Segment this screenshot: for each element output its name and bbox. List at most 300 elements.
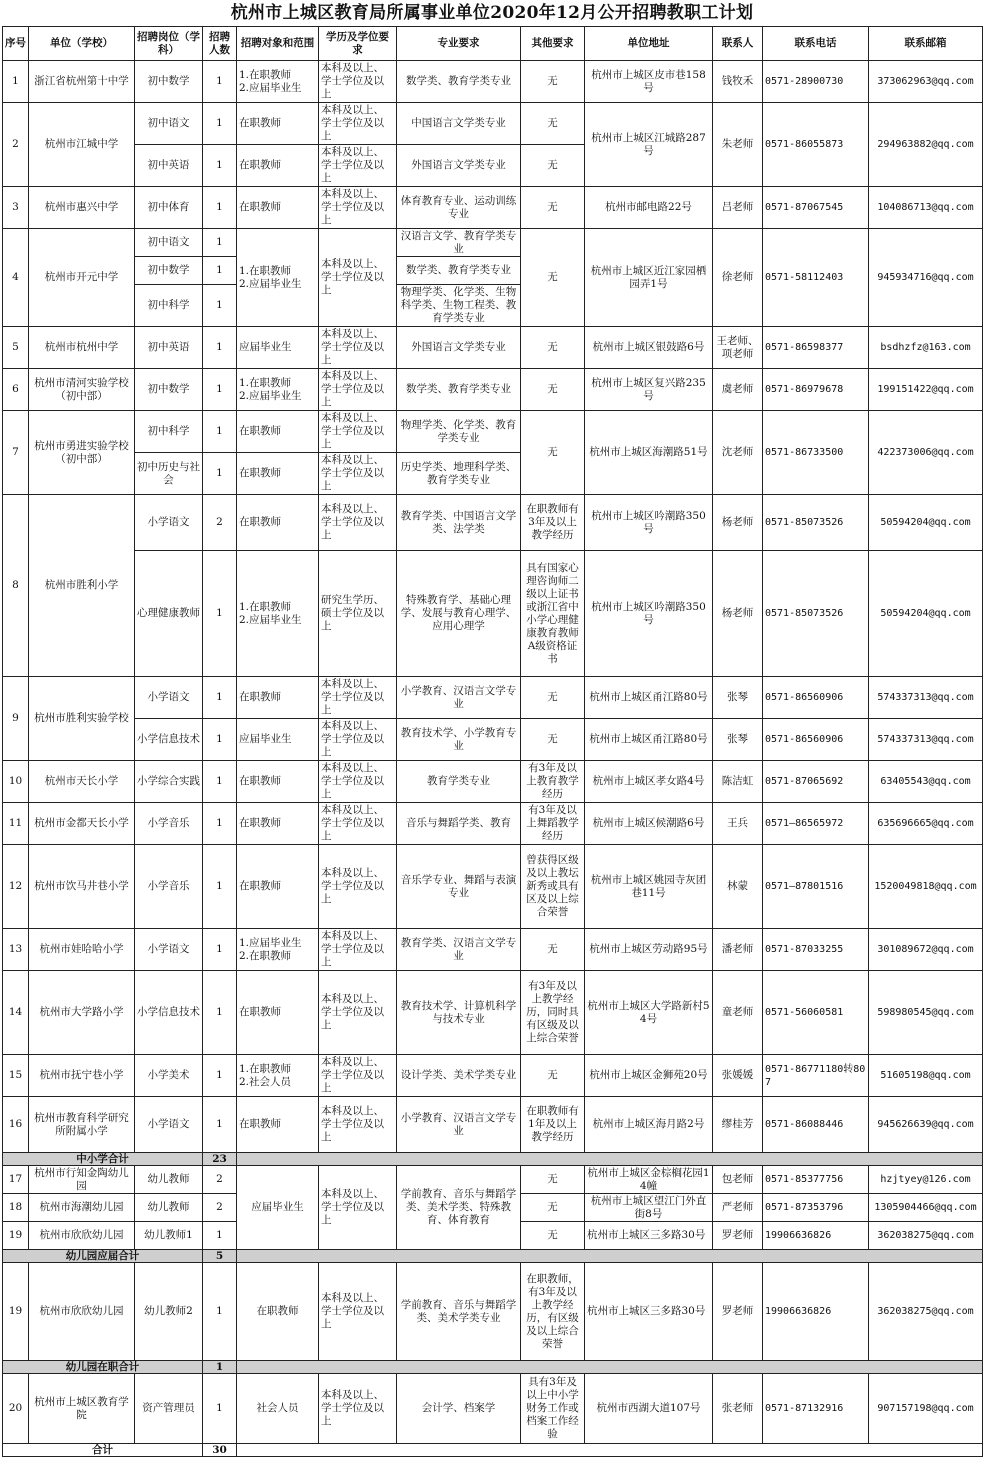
- table-row: [3, 61, 983, 103]
- cell-phone: 19906636826: [763, 1263, 869, 1361]
- cell-unit: 杭州市欣欣幼儿园: [29, 1263, 135, 1361]
- cell-post: 初中语文: [135, 103, 203, 145]
- cell-major: 教育技术学、小学教育专业: [397, 719, 521, 761]
- cell-contact: 严老师: [713, 1194, 763, 1222]
- cell-count: 1: [203, 1097, 237, 1153]
- cell-edu: 本科及以上、学士学位及以上: [319, 1263, 397, 1361]
- cell-no: 12: [3, 845, 29, 929]
- cell-edu: 本科及以上、学士学位及以上: [319, 229, 397, 327]
- cell-target: 在职教师: [237, 845, 319, 929]
- cell-address: 杭州市上城区劳动路95号: [585, 929, 713, 971]
- header-post: 招聘岗位（学科）: [135, 27, 203, 61]
- cell-edu: 本科及以上、学士学位及以上: [319, 411, 397, 453]
- cell-target: 应届毕业生: [237, 719, 319, 761]
- cell-count: 1: [203, 845, 237, 929]
- cell-target: 社会人员: [237, 1374, 319, 1444]
- cell-no: 7: [3, 411, 29, 495]
- cell-address: 杭州市上城区海潮路51号: [585, 411, 713, 495]
- cell-address: 杭州市上城区江城路287号: [585, 103, 713, 187]
- cell-post: 初中英语: [135, 145, 203, 187]
- cell-no: 15: [3, 1055, 29, 1097]
- cell-count: 1: [203, 453, 237, 495]
- cell-major: 学前教育、音乐与舞蹈学类、美术学类专业: [397, 1263, 521, 1361]
- cell-unit: 杭州市惠兴中学: [29, 187, 135, 229]
- cell-address: 杭州市上城区金棕榈花园14幢: [585, 1166, 713, 1194]
- cell-email: 945626639@qq.com: [869, 1097, 983, 1153]
- cell-no: 14: [3, 971, 29, 1055]
- table-row: [3, 369, 983, 411]
- cell-contact: 包老师: [713, 1166, 763, 1194]
- cell-unit: 杭州市海潮幼儿园: [29, 1194, 135, 1222]
- cell-email: 362038275@qq.com: [869, 1263, 983, 1361]
- cell-address: 杭州市上城区海月路2号: [585, 1097, 713, 1153]
- cell-post: 幼儿教师: [135, 1194, 203, 1222]
- cell-address: 杭州市上城区皮市巷158号: [585, 61, 713, 103]
- cell-address: 杭州市上城区姚园寺灰团巷11号: [585, 845, 713, 929]
- table-row: [3, 929, 983, 971]
- cell-contact: 王兵: [713, 803, 763, 845]
- cell-phone: 0571-86560906: [763, 719, 869, 761]
- cell-count: 1: [203, 61, 237, 103]
- cell-address: 杭州市上城区近江家园栖园弄1号: [585, 229, 713, 327]
- cell-other: 无: [521, 719, 585, 761]
- cell-post: 初中英语: [135, 327, 203, 369]
- cell-target: 在职教师: [237, 103, 319, 145]
- cell-contact: 朱老师: [713, 103, 763, 187]
- cell-phone: 0571-87353796: [763, 1194, 869, 1222]
- cell-email: 945934716@qq.com: [869, 229, 983, 327]
- subtotal-count: 1: [203, 1361, 237, 1374]
- header-major: 专业要求: [397, 27, 521, 61]
- cell-count: 1: [203, 1222, 237, 1250]
- cell-address: 杭州市上城区三多路30号: [585, 1263, 713, 1361]
- cell-other: 有3年及以上教育教学经历: [521, 761, 585, 803]
- cell-contact: 吕老师: [713, 187, 763, 229]
- cell-target: 在职教师: [237, 145, 319, 187]
- cell-count: 1: [203, 1263, 237, 1361]
- cell-major: 数学类、教育学类专业: [397, 61, 521, 103]
- cell-phone: 0571—87801516: [763, 845, 869, 929]
- cell-edu: 本科及以上、学士学位及以上: [319, 761, 397, 803]
- cell-target: 在职教师: [237, 677, 319, 719]
- cell-major: 音乐学专业、舞蹈与表演专业: [397, 845, 521, 929]
- cell-address: 杭州市上城区大学路新村54号: [585, 971, 713, 1055]
- cell-phone: 0571—86565972: [763, 803, 869, 845]
- header-unit: 单位（学校）: [29, 27, 135, 61]
- total-row: [3, 1444, 983, 1457]
- cell-major: 会计学、档案学: [397, 1374, 521, 1444]
- cell-contact: 杨老师: [713, 551, 763, 677]
- cell-phone: 0571-86598377: [763, 327, 869, 369]
- cell-unit: 杭州市胜利实验学校: [29, 677, 135, 761]
- cell-email: 598980545@qq.com: [869, 971, 983, 1055]
- total-count: 30: [203, 1444, 237, 1457]
- table-header-row: [3, 27, 983, 61]
- cell-post: 小学音乐: [135, 845, 203, 929]
- cell-target: 在职教师: [237, 971, 319, 1055]
- cell-email: 63405543@qq.com: [869, 761, 983, 803]
- cell-unit: 杭州市清河实验学校（初中部）: [29, 369, 135, 411]
- cell-contact: 钱牧禾: [713, 61, 763, 103]
- cell-address: 杭州市上城区三多路30号: [585, 1222, 713, 1250]
- cell-edu: 本科及以上、学士学位及以上: [319, 971, 397, 1055]
- cell-email: 301089672@qq.com: [869, 929, 983, 971]
- cell-target: 在职教师: [237, 495, 319, 551]
- cell-edu: 本科及以上、学士学位及以上: [319, 61, 397, 103]
- cell-other: 无: [521, 411, 585, 495]
- cell-target: 在职教师: [237, 411, 319, 453]
- cell-other: 有3年及以上舞蹈教学经历: [521, 803, 585, 845]
- table-row: [3, 719, 983, 761]
- cell-unit: 杭州市教育科学研究所附属小学: [29, 1097, 135, 1153]
- cell-major: 历史学类、地理科学类、教育学类专业: [397, 453, 521, 495]
- cell-contact: 缪桂芳: [713, 1097, 763, 1153]
- table-row: [3, 103, 983, 145]
- cell-phone: 0571-86979678: [763, 369, 869, 411]
- cell-address: 杭州市上城区甬江路80号: [585, 719, 713, 761]
- cell-contact: 杨老师: [713, 495, 763, 551]
- cell-email: bsdhzfz@163.com: [869, 327, 983, 369]
- cell-post: 小学语文: [135, 495, 203, 551]
- cell-count: 1: [203, 411, 237, 453]
- cell-count: 1: [203, 803, 237, 845]
- cell-email: 50594204@qq.com: [869, 495, 983, 551]
- cell-no: 18: [3, 1194, 29, 1222]
- cell-major: 外国语言文学类专业: [397, 145, 521, 187]
- cell-contact: 张琴: [713, 719, 763, 761]
- cell-unit: 杭州市欣欣幼儿园: [29, 1222, 135, 1250]
- cell-major: 学前教育、音乐与舞蹈学类、美术学类、特殊教育、体育教育: [397, 1166, 521, 1250]
- subtotal-label: 幼儿园在职合计: [3, 1361, 203, 1374]
- header-edu: 学历及学位要求: [319, 27, 397, 61]
- total-fill: [237, 1444, 983, 1457]
- subtotal-row: [3, 1361, 983, 1374]
- cell-email: 574337313@qq.com: [869, 677, 983, 719]
- table-row: [3, 327, 983, 369]
- cell-target: 1.在职教师 2.社会人员: [237, 1055, 319, 1097]
- cell-edu: 本科及以上、学士学位及以上: [319, 1374, 397, 1444]
- cell-email: 362038275@qq.com: [869, 1222, 983, 1250]
- cell-contact: 潘老师: [713, 929, 763, 971]
- cell-contact: 王老师、项老师: [713, 327, 763, 369]
- cell-edu: 本科及以上、学士学位及以上: [319, 803, 397, 845]
- cell-no: 6: [3, 369, 29, 411]
- cell-phone: 0571-85377756: [763, 1166, 869, 1194]
- cell-edu: 本科及以上、学士学位及以上: [319, 929, 397, 971]
- cell-other: 有3年及以上教学经历，同时具有区级及以上综合荣誉: [521, 971, 585, 1055]
- cell-target: 在职教师: [237, 761, 319, 803]
- cell-other: 在职教师，有3年及以上教学经历，有区级及以上综合荣誉: [521, 1263, 585, 1361]
- cell-phone: 0571-58112403: [763, 229, 869, 327]
- cell-post: 小学语文: [135, 677, 203, 719]
- table-row: [3, 1263, 983, 1361]
- cell-phone: 0571-85073526: [763, 551, 869, 677]
- cell-contact: 罗老师: [713, 1222, 763, 1250]
- cell-email: 574337313@qq.com: [869, 719, 983, 761]
- cell-email: 51605198@qq.com: [869, 1055, 983, 1097]
- cell-count: 1: [203, 103, 237, 145]
- cell-email: 422373006@qq.com: [869, 411, 983, 495]
- header-no: 序号: [3, 27, 29, 61]
- cell-address: 杭州市上城区望江门外直街8号: [585, 1194, 713, 1222]
- cell-edu: 本科及以上、学士学位及以上: [319, 187, 397, 229]
- cell-major: 教育学类专业: [397, 761, 521, 803]
- cell-phone: 0571-86088446: [763, 1097, 869, 1153]
- cell-unit: 杭州市江城中学: [29, 103, 135, 187]
- subtotal-label: 幼儿园应届合计: [3, 1250, 203, 1263]
- cell-no: 1: [3, 61, 29, 103]
- cell-edu: 本科及以上、学士学位及以上: [319, 453, 397, 495]
- cell-contact: 徐老师: [713, 229, 763, 327]
- cell-no: 20: [3, 1374, 29, 1444]
- cell-edu: 本科及以上、学士学位及以上: [319, 845, 397, 929]
- cell-major: 小学教育、汉语言文学专业: [397, 1097, 521, 1153]
- cell-count: 1: [203, 369, 237, 411]
- cell-target: 1.在职教师 2.应届毕业生: [237, 61, 319, 103]
- cell-edu: 本科及以上、学士学位及以上: [319, 369, 397, 411]
- cell-count: 1: [203, 1374, 237, 1444]
- cell-count: 1: [203, 327, 237, 369]
- cell-unit: 杭州市勇进实验学校（初中部）: [29, 411, 135, 495]
- cell-unit: 杭州市杭州中学: [29, 327, 135, 369]
- page-title: 杭州市上城区教育局所属事业单位2020年12月公开招聘教职工计划: [230, 3, 754, 23]
- cell-edu: 本科及以上、学士学位及以上: [319, 1166, 397, 1250]
- table-row: [3, 971, 983, 1055]
- cell-post: 初中历史与社会: [135, 453, 203, 495]
- cell-no: 16: [3, 1097, 29, 1153]
- cell-phone: 0571-87132916: [763, 1374, 869, 1444]
- cell-other: 曾获得区级及以上教坛新秀或具有区及以上综合荣誉: [521, 845, 585, 929]
- cell-no: 10: [3, 761, 29, 803]
- cell-unit: 杭州市开元中学: [29, 229, 135, 327]
- cell-major: 小学教育、汉语言文学专业: [397, 677, 521, 719]
- cell-email: 199151422@qq.com: [869, 369, 983, 411]
- cell-target: 应届毕业生: [237, 327, 319, 369]
- subtotal-count: 23: [203, 1153, 237, 1166]
- cell-no: 3: [3, 187, 29, 229]
- header-target: 招聘对象和范围: [237, 27, 319, 61]
- cell-edu: 研究生学历、硕士学位及以上: [319, 551, 397, 677]
- cell-unit: 杭州市娃哈哈小学: [29, 929, 135, 971]
- cell-unit: 杭州市行知金陶幼儿园: [29, 1166, 135, 1194]
- table-row: [3, 187, 983, 229]
- cell-other: 无: [521, 1166, 585, 1194]
- cell-phone: 19906636826: [763, 1222, 869, 1250]
- cell-major: 教育技术学、计算机科学与技术专业: [397, 971, 521, 1055]
- cell-post: 初中科学: [135, 411, 203, 453]
- subtotal-fill: [237, 1153, 983, 1166]
- cell-contact: 虞老师: [713, 369, 763, 411]
- cell-major: 物理学类、化学类、教育学类专业: [397, 411, 521, 453]
- cell-phone: 0571-86560906: [763, 677, 869, 719]
- cell-email: 907157198@qq.com: [869, 1374, 983, 1444]
- cell-address: 杭州市西湖大道107号: [585, 1374, 713, 1444]
- cell-other: 在职教师有1年及以上教学经历: [521, 1097, 585, 1153]
- cell-phone: 0571-87065692: [763, 761, 869, 803]
- cell-contact: 沈老师: [713, 411, 763, 495]
- cell-edu: 本科及以上、学士学位及以上: [319, 1055, 397, 1097]
- cell-post: 小学信息技术: [135, 971, 203, 1055]
- cell-address: 杭州市上城区候潮路6号: [585, 803, 713, 845]
- cell-major: 设计学类、美术学类专业: [397, 1055, 521, 1097]
- subtotal-row: [3, 1153, 983, 1166]
- cell-address: 杭州市上城区吟潮路350号: [585, 551, 713, 677]
- cell-other: 无: [521, 1194, 585, 1222]
- cell-address: 杭州市上城区复兴路235号: [585, 369, 713, 411]
- cell-address: 杭州市上城区孝女路4号: [585, 761, 713, 803]
- cell-contact: 罗老师: [713, 1263, 763, 1361]
- cell-major: 教育学类、中国语言文学类、法学类: [397, 495, 521, 551]
- cell-count: 1: [203, 229, 237, 257]
- header-email: 联系邮箱: [869, 27, 983, 61]
- cell-major: 体育教育专业、运动训练专业: [397, 187, 521, 229]
- table-row: [3, 551, 983, 677]
- subtotal-fill: [237, 1361, 983, 1374]
- header-other: 其他要求: [521, 27, 585, 61]
- cell-post: 初中数学: [135, 257, 203, 285]
- cell-email: 50594204@qq.com: [869, 551, 983, 677]
- cell-target: 在职教师: [237, 803, 319, 845]
- cell-major: 数学类、教育学类专业: [397, 257, 521, 285]
- cell-phone: 0571-87067545: [763, 187, 869, 229]
- cell-contact: 张媛媛: [713, 1055, 763, 1097]
- cell-phone: 0571-86733500: [763, 411, 869, 495]
- cell-email: hzjtyey@126.com: [869, 1166, 983, 1194]
- subtotal-label: 中小学合计: [3, 1153, 203, 1166]
- header-count: 招聘人数: [203, 27, 237, 61]
- cell-count: 1: [203, 187, 237, 229]
- cell-edu: 本科及以上、学士学位及以上: [319, 145, 397, 187]
- cell-target: 1.在职教师 2.应届毕业生: [237, 369, 319, 411]
- cell-post: 幼儿教师1: [135, 1222, 203, 1250]
- cell-post: 资产管理员: [135, 1374, 203, 1444]
- cell-post: 小学语文: [135, 929, 203, 971]
- table-row: [3, 803, 983, 845]
- cell-no: 2: [3, 103, 29, 187]
- cell-count: 1: [203, 677, 237, 719]
- cell-count: 1: [203, 971, 237, 1055]
- cell-target: 在职教师: [237, 1097, 319, 1153]
- cell-unit: 杭州市饮马井巷小学: [29, 845, 135, 929]
- cell-contact: 林蒙: [713, 845, 763, 929]
- cell-count: 2: [203, 1166, 237, 1194]
- cell-address: 杭州市上城区金狮苑20号: [585, 1055, 713, 1097]
- cell-edu: 本科及以上、学士学位及以上: [319, 677, 397, 719]
- cell-major: 物理学类、化学类、生物科学类、生物工程类、教育学类专业: [397, 285, 521, 327]
- cell-no: 17: [3, 1166, 29, 1194]
- total-label: 合计: [3, 1444, 203, 1457]
- cell-count: 1: [203, 257, 237, 285]
- header-address: 单位地址: [585, 27, 713, 61]
- cell-address: 杭州市上城区甬江路80号: [585, 677, 713, 719]
- cell-contact: 童老师: [713, 971, 763, 1055]
- cell-edu: 本科及以上、学士学位及以上: [319, 103, 397, 145]
- cell-target: 应届毕业生: [237, 1166, 319, 1250]
- cell-count: 1: [203, 551, 237, 677]
- cell-unit: 杭州市胜利小学: [29, 495, 135, 677]
- cell-major: 外国语言文学类专业: [397, 327, 521, 369]
- cell-post: 幼儿教师2: [135, 1263, 203, 1361]
- cell-count: 1: [203, 719, 237, 761]
- cell-phone: 0571-87033255: [763, 929, 869, 971]
- table-row: [3, 1166, 983, 1194]
- cell-other: 具有3年及以上中小学财务工作或档案工作经验: [521, 1374, 585, 1444]
- cell-major: 音乐与舞蹈学类、教育: [397, 803, 521, 845]
- cell-post: 初中数学: [135, 61, 203, 103]
- recruitment-table: [2, 26, 983, 1457]
- cell-other: 无: [521, 61, 585, 103]
- table-row: [3, 411, 983, 453]
- cell-other: 无: [521, 369, 585, 411]
- table-row: [3, 495, 983, 551]
- cell-other: 无: [521, 677, 585, 719]
- cell-major: 中国语言文学类专业: [397, 103, 521, 145]
- cell-phone: 0571-56060581: [763, 971, 869, 1055]
- cell-no: 8: [3, 495, 29, 677]
- cell-other: 无: [521, 145, 585, 187]
- cell-target: 在职教师: [237, 453, 319, 495]
- cell-count: 1: [203, 929, 237, 971]
- cell-address: 杭州市上城区银鼓路6号: [585, 327, 713, 369]
- cell-unit: 杭州市金都天长小学: [29, 803, 135, 845]
- cell-other: 无: [521, 103, 585, 145]
- table-row: [3, 1055, 983, 1097]
- cell-unit: 杭州市上城区教育学院: [29, 1374, 135, 1444]
- cell-major: 特殊教育学、基础心理学、发展与教育心理学、应用心理学: [397, 551, 521, 677]
- cell-other: 无: [521, 1055, 585, 1097]
- cell-count: 1: [203, 285, 237, 327]
- subtotal-count: 5: [203, 1250, 237, 1263]
- cell-phone: 0571-86055873: [763, 103, 869, 187]
- cell-other: 无: [521, 229, 585, 327]
- cell-post: 心理健康教师: [135, 551, 203, 677]
- table-row: [3, 677, 983, 719]
- cell-major: 汉语言文学、教育学类专业: [397, 229, 521, 257]
- cell-count: 2: [203, 1194, 237, 1222]
- cell-email: 373062963@qq.com: [869, 61, 983, 103]
- cell-count: 1: [203, 761, 237, 803]
- cell-no: 5: [3, 327, 29, 369]
- cell-email: 1305904466@qq.com: [869, 1194, 983, 1222]
- cell-unit: 浙江省杭州第十中学: [29, 61, 135, 103]
- cell-phone: 0571-86771180转807: [763, 1055, 869, 1097]
- header-phone: 联系电话: [763, 27, 869, 61]
- cell-email: 1520049818@qq.com: [869, 845, 983, 929]
- cell-target: 1.在职教师 2.应届毕业生: [237, 229, 319, 327]
- cell-count: 2: [203, 495, 237, 551]
- table-row: [3, 1374, 983, 1444]
- cell-post: 幼儿教师: [135, 1166, 203, 1194]
- cell-post: 初中科学: [135, 285, 203, 327]
- cell-address: 杭州市邮电路22号: [585, 187, 713, 229]
- cell-unit: 杭州市大学路小学: [29, 971, 135, 1055]
- cell-email: 635696665@qq.com: [869, 803, 983, 845]
- cell-no: 19: [3, 1222, 29, 1250]
- cell-contact: 陈洁虹: [713, 761, 763, 803]
- cell-no: 4: [3, 229, 29, 327]
- cell-other: 无: [521, 327, 585, 369]
- cell-contact: 张琴: [713, 677, 763, 719]
- subtotal-fill: [237, 1250, 983, 1263]
- cell-count: 1: [203, 1055, 237, 1097]
- table-row: [3, 761, 983, 803]
- cell-unit: 杭州市抚宁巷小学: [29, 1055, 135, 1097]
- cell-other: 无: [521, 187, 585, 229]
- cell-address: 杭州市上城区吟潮路350号: [585, 495, 713, 551]
- cell-target: 1.在职教师 2.应届毕业生: [237, 551, 319, 677]
- cell-post: 小学音乐: [135, 803, 203, 845]
- cell-post: 初中数学: [135, 369, 203, 411]
